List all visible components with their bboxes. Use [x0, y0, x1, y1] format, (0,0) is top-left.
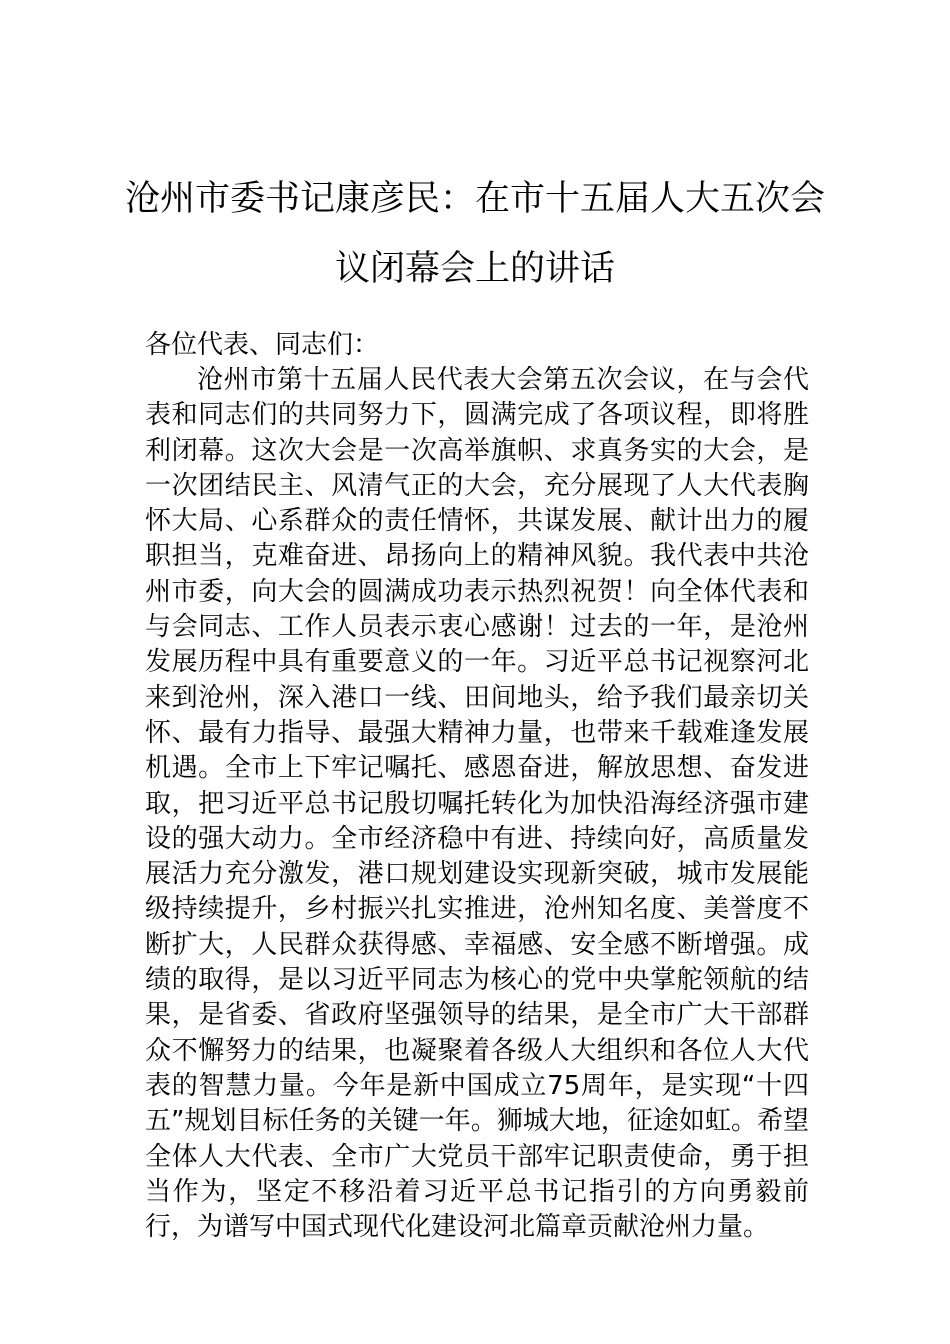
body-paragraph: 沧州市第十五届人民代表大会第五次会议，在与会代表和同志们的共同努力下，圆满完成了各项议程，即将胜利闭幕。这次大会是一次高举旗帜、求真务实的大会，是一次团结民主、风清气正的大会，充分展现了人大代表胸怀大局、心系群众的责任情怀，共谋发展、献计出力的履职担当，克难奋进、昂扬向上的精神风貌。我代表中共沧州市委，向大会的圆满成功表示热烈祝贺！向全体代表和与会同志、工作人员表示衷心感谢！过去的一年，是沧州发展历程中具有重要意义的一年。习近平总书记视察河北来到沧州，深入港口一线、田间地头，给予我们最亲切关怀、最有力指导、最强大精神力量，也带来千载难逢发展机遇。全市上下牢记嘱托、感恩奋进，解放思想、奋发进取，把习近平总书记殷切嘱托转化为加快沿海经济强市建设的强大动力。全市经济稳中有进、持续向好，高质量发展活力充分激发，港口规划建设实现新突破，城市发展能级持续提升，乡村振兴扎实推进，沧州知名度、美誉度不断扩大，人民群众获得感、幸福感、安全感不断增强。成绩的取得，是以习近平同志为核心的党中央掌舵领航的结果，是省委、省政府坚强领导的结果，是全市广大干部群众不懈努力的结果，也凝聚着各级人大组织和各位人大代表的智慧力量。今年是新中国成立75周年，是实现“十四五”规划目标任务的关键一年。狮城大地，征途如虹。希望全体人大代表、全市广大党员干部牢记职责使命，勇于担当作为，坚定不移沿着习近平总书记指引的方向勇毅前行，为谱写中国式现代化建设河北篇章贡献沧州力量。 [145, 365, 809, 1243]
salutation: 各位代表、同志们： [145, 330, 380, 360]
document-title: 沧州市委书记康彦民：在市十五届人大五次会议闭幕会上的讲话 [124, 179, 825, 289]
